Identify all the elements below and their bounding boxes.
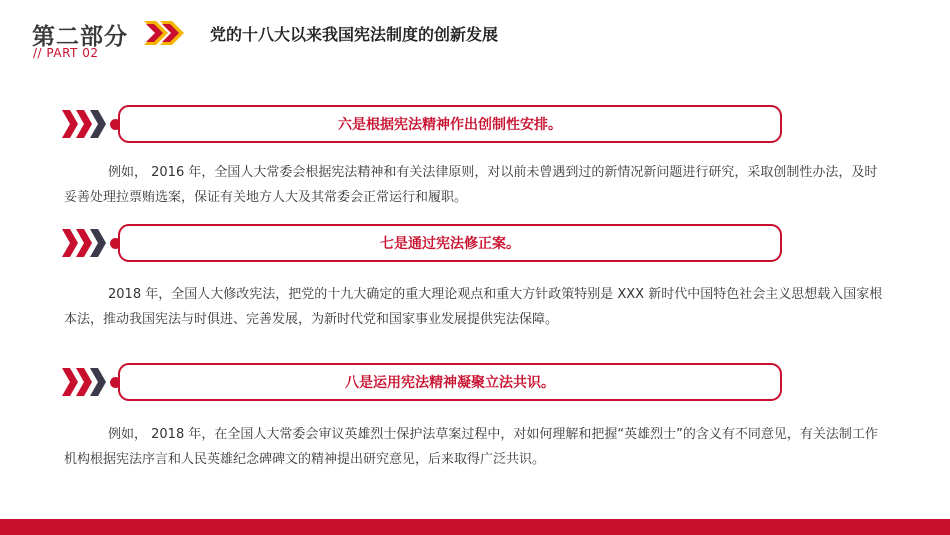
- triple-chevron-icon: [62, 368, 106, 396]
- item-title-box: [118, 224, 782, 262]
- item-paragraph: 2018 年，全国人大修改宪法，把党的十九大确定的重大理论观点和重大方针政策特别是 XXX 新时代中国特色社会主义思想载入国家根本法，推动我国宪法与时俱进、完善发展，为新时代党和国家事业发展提供宪法保障。: [64, 287, 883, 327]
- section-title: 第二部分: [32, 24, 128, 50]
- item-title: 七是通过宪法修正案。: [380, 236, 520, 252]
- item-title: 八是运用宪法精神凝聚立法共识。: [345, 375, 555, 391]
- item-title-box: [118, 363, 782, 401]
- item-title: 六是根据宪法精神作出创制性安排。: [338, 117, 562, 133]
- item-title-box: [118, 105, 782, 143]
- triple-chevron-icon: [62, 110, 106, 138]
- triple-chevron-icon: [62, 229, 106, 257]
- double-chevron-icon: [142, 20, 184, 46]
- page-heading: 党的十八大以来我国宪法制度的创新发展: [210, 25, 499, 44]
- item-paragraph: 例如， 2016 年，全国人大常委会根据宪法精神和有关法律原则，对以前未曾遇到过的新情况新问题进行研究，采取创制性办法，及时妥善处理拉票贿选案，保证有关地方人大及其常委会正常运行和履职。: [64, 165, 878, 205]
- item-paragraph: 例如， 2018 年，在全国人大常委会审议英雄烈士保护法草案过程中，对如何理解和把握“英雄烈士”的含义有不同意见，有关法制工作机构根据宪法序言和人民英雄纪念碑碑文的精神提出研究意见，后来取得广泛共识。: [64, 427, 878, 467]
- footer-bar: [0, 519, 950, 535]
- section-subtitle: // PART 02: [33, 46, 99, 60]
